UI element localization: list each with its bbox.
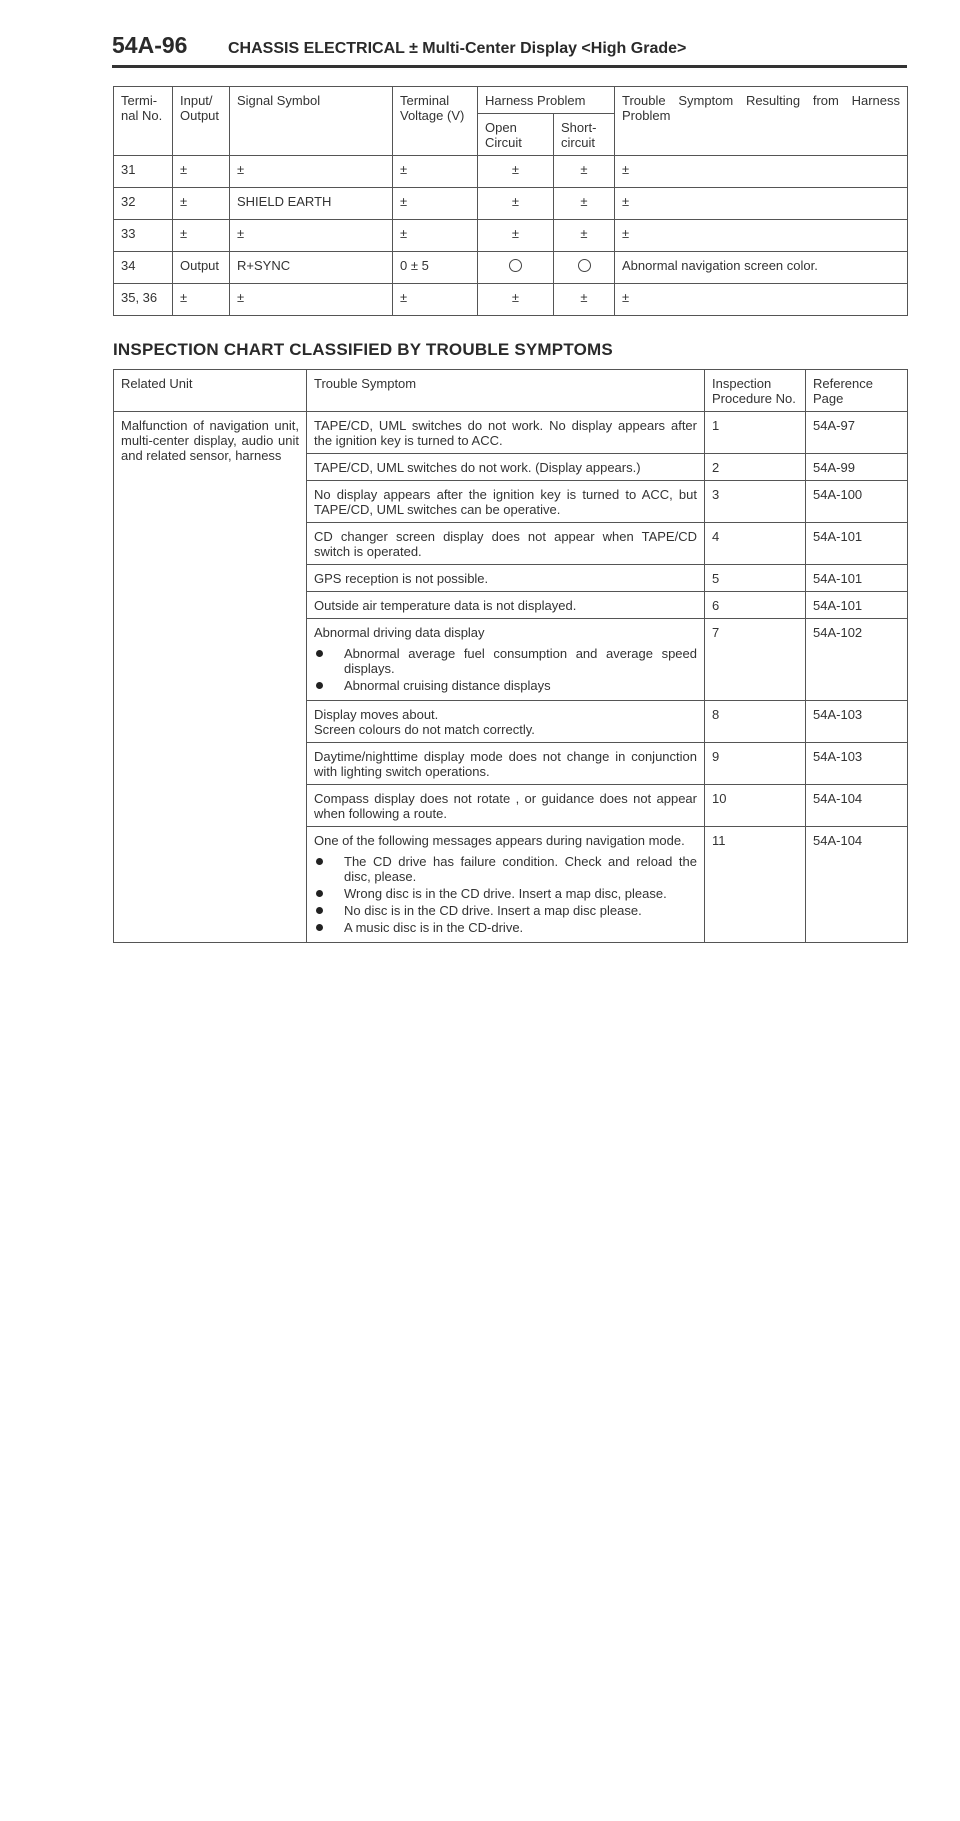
cell-open <box>478 252 554 284</box>
cell-short: ± <box>554 188 615 220</box>
cell-symptom: ± <box>615 156 908 188</box>
circle-mark-icon <box>578 259 591 272</box>
cell-procedure: 8 <box>705 701 806 743</box>
cell-short: ± <box>554 156 615 188</box>
bullet-icon <box>316 858 323 865</box>
cell-symptom: ± <box>615 284 908 316</box>
cell-symptom: ± <box>615 220 908 252</box>
page-title <box>228 40 686 58</box>
cell-symptom <box>307 619 705 701</box>
header-rule <box>112 65 907 68</box>
cell-symptom: Daytime/nighttime display mode does not change in conjunction with lighting switch operations. <box>307 743 705 785</box>
cell-reference-page: 54A-101 <box>806 523 908 565</box>
header-short-circuit: Short- circuit <box>554 114 615 156</box>
cell-io: ± <box>173 156 230 188</box>
header-input-output: Input/ Output <box>173 87 230 156</box>
bullet-icon <box>316 907 323 914</box>
cell-symptom <box>307 701 705 743</box>
header-terminal-no: Termi- nal No. <box>114 87 173 156</box>
cell-signal: ± <box>230 284 393 316</box>
cell-symptom: Outside air temperature data is not displayed. <box>307 592 705 619</box>
list-item-text: Abnormal average fuel consumption and average speed displays. <box>344 646 697 676</box>
list-item-text: Abnormal cruising distance displays <box>344 678 551 693</box>
list-item-text: The CD drive has failure condition. Check and reload the disc, please. <box>344 854 697 884</box>
list-item <box>314 646 697 676</box>
header-trouble-symptom: Trouble Symptom <box>307 370 705 412</box>
cell-reference-page: 54A-103 <box>806 701 908 743</box>
list-item <box>314 886 697 901</box>
cell-voltage: ± <box>393 156 478 188</box>
symptom-line: Screen colours do not match correctly. <box>314 722 535 737</box>
title-separator: ± <box>409 40 418 57</box>
subsection-title: Multi-Center Display <High Grade> <box>422 40 687 57</box>
header-open-circuit: Open Circuit <box>478 114 554 156</box>
cell-reference-page: 54A-101 <box>806 592 908 619</box>
cell-symptom: Compass display does not rotate , or guidance does not appear when following a route. <box>307 785 705 827</box>
cell-terminal: 35, 36 <box>114 284 173 316</box>
table-row <box>114 220 908 252</box>
bullet-icon <box>316 890 323 897</box>
symptom-line: Display moves about. <box>314 707 439 722</box>
cell-reference-page: 54A-103 <box>806 743 908 785</box>
cell-procedure: 10 <box>705 785 806 827</box>
page-header <box>112 32 907 70</box>
cell-symptom: CD changer screen display does not appear when TAPE/CD switch is operated. <box>307 523 705 565</box>
cell-io: ± <box>173 188 230 220</box>
cell-procedure: 9 <box>705 743 806 785</box>
header-trouble-symptom: Trouble Symptom Resulting from Harness Problem <box>615 87 908 156</box>
list-item <box>314 678 697 693</box>
header-terminal-voltage: Terminal Voltage (V) <box>393 87 478 156</box>
cell-procedure: 2 <box>705 454 806 481</box>
symptom-text: One of the following messages appears during navigation mode. <box>314 833 685 848</box>
cell-terminal: 34 <box>114 252 173 284</box>
header-related-unit: Related Unit <box>114 370 307 412</box>
cell-open: ± <box>478 284 554 316</box>
table-row <box>114 188 908 220</box>
cell-signal: SHIELD EARTH <box>230 188 393 220</box>
section-heading: INSPECTION CHART CLASSIFIED BY TROUBLE SYMPTOMS <box>113 340 613 359</box>
header-signal-symbol: Signal Symbol <box>230 87 393 156</box>
bullet-list <box>314 854 697 935</box>
cell-reference-page: 54A-100 <box>806 481 908 523</box>
cell-voltage: ± <box>393 284 478 316</box>
cell-reference-page: 54A-102 <box>806 619 908 701</box>
terminal-table <box>113 86 908 316</box>
table-row <box>114 156 908 188</box>
bullet-icon <box>316 682 323 689</box>
page-number: 54A-96 <box>112 32 188 58</box>
cell-open: ± <box>478 156 554 188</box>
cell-signal: ± <box>230 156 393 188</box>
table-row <box>114 284 908 316</box>
bullet-icon <box>316 924 323 931</box>
cell-short: ± <box>554 284 615 316</box>
list-item <box>314 854 697 884</box>
table-row <box>114 412 908 454</box>
cell-io: ± <box>173 284 230 316</box>
inspection-header-row <box>114 370 908 412</box>
cell-reference-page: 54A-97 <box>806 412 908 454</box>
cell-signal: ± <box>230 220 393 252</box>
cell-procedure: 1 <box>705 412 806 454</box>
cell-short: ± <box>554 220 615 252</box>
cell-related-unit: Malfunction of navigation unit, multi-center display, audio unit and related sensor, harness <box>114 412 307 943</box>
cell-io: ± <box>173 220 230 252</box>
list-item-text: Wrong disc is in the CD drive. Insert a map disc, please. <box>344 886 667 901</box>
list-item <box>314 920 697 935</box>
cell-signal: R+SYNC <box>230 252 393 284</box>
bullet-icon <box>316 650 323 657</box>
cell-io: Output <box>173 252 230 284</box>
cell-symptom: Abnormal navigation screen color. <box>615 252 908 284</box>
cell-voltage: 0 ± 5 <box>393 252 478 284</box>
cell-short <box>554 252 615 284</box>
cell-open: ± <box>478 188 554 220</box>
cell-procedure: 3 <box>705 481 806 523</box>
cell-symptom: TAPE/CD, UML switches do not work. (Display appears.) <box>307 454 705 481</box>
cell-reference-page: 54A-104 <box>806 785 908 827</box>
cell-terminal: 32 <box>114 188 173 220</box>
cell-procedure: 7 <box>705 619 806 701</box>
cell-symptom: TAPE/CD, UML switches do not work. No display appears after the ignition key is turned to ACC. <box>307 412 705 454</box>
cell-symptom: GPS reception is not possible. <box>307 565 705 592</box>
section-title: CHASSIS ELECTRICAL <box>228 40 405 57</box>
header-harness-problem: Harness Problem <box>478 87 615 114</box>
cell-symptom: ± <box>615 188 908 220</box>
cell-voltage: ± <box>393 220 478 252</box>
list-item <box>314 903 697 918</box>
cell-voltage: ± <box>393 188 478 220</box>
table-row <box>114 252 908 284</box>
cell-procedure: 5 <box>705 565 806 592</box>
cell-symptom <box>307 827 705 943</box>
cell-terminal: 31 <box>114 156 173 188</box>
terminal-table-header-row <box>114 87 908 114</box>
inspection-chart-table <box>113 369 908 943</box>
list-item-text: No disc is in the CD drive. Insert a map disc please. <box>344 903 642 918</box>
header-inspection-procedure: Inspection Procedure No. <box>705 370 806 412</box>
cell-open: ± <box>478 220 554 252</box>
cell-terminal: 33 <box>114 220 173 252</box>
cell-procedure: 4 <box>705 523 806 565</box>
list-item-text: A music disc is in the CD-drive. <box>344 920 524 935</box>
cell-symptom: No display appears after the ignition key is turned to ACC, but TAPE/CD, UML switches can be operative. <box>307 481 705 523</box>
symptom-text: Abnormal driving data display <box>314 625 485 640</box>
cell-reference-page: 54A-101 <box>806 565 908 592</box>
cell-reference-page: 54A-104 <box>806 827 908 943</box>
bullet-list <box>314 646 697 693</box>
cell-procedure: 11 <box>705 827 806 943</box>
cell-procedure: 6 <box>705 592 806 619</box>
header-reference-page: Reference Page <box>806 370 908 412</box>
cell-reference-page: 54A-99 <box>806 454 908 481</box>
circle-mark-icon <box>509 259 522 272</box>
